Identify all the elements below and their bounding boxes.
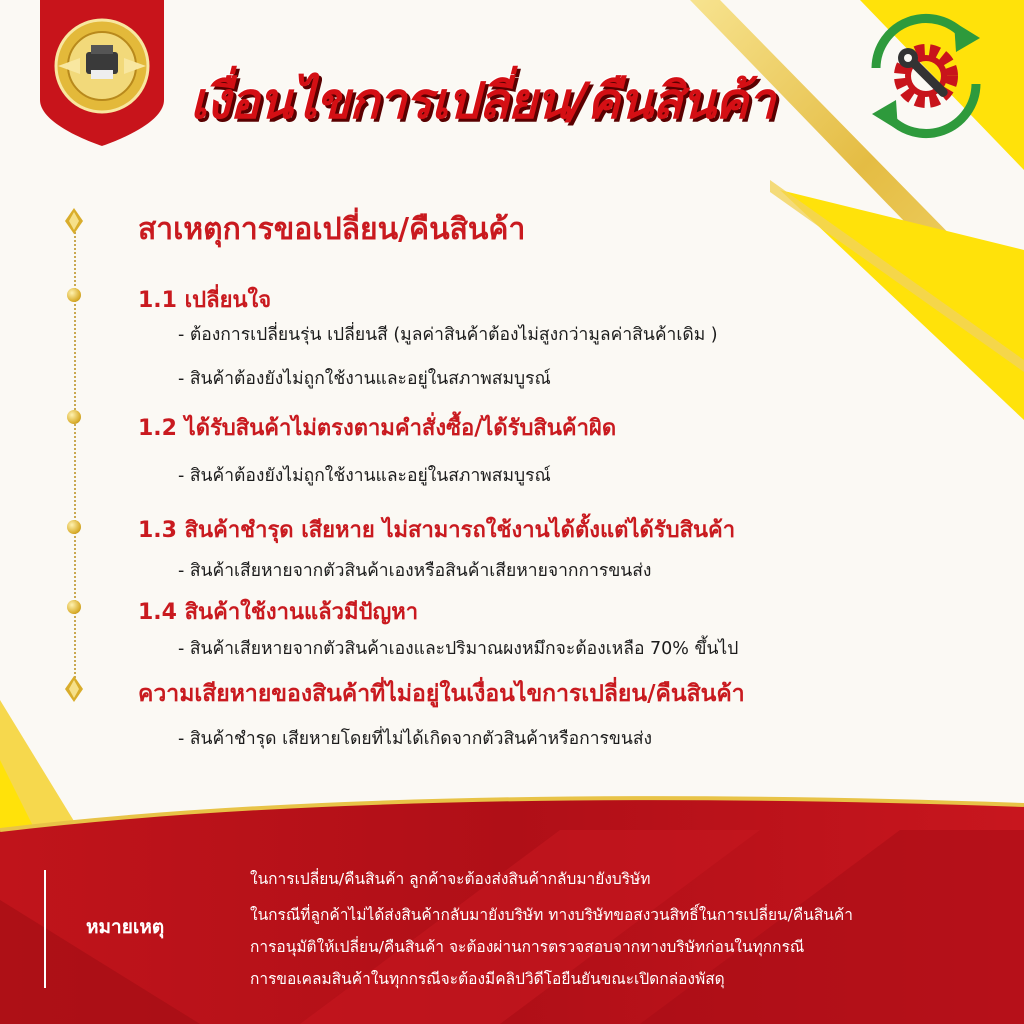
item-title: 1.4 สินค้าใช้งานแล้วมีปัญหา [138,600,419,625]
bullet-dot-icon [67,520,81,534]
item-title: 1.1 เปลี่ยนใจ [138,288,272,313]
note-line: ในการเปลี่ยน/คืนสินค้า ลูกค้าจะต้องส่งสินค้ากลับมายังบริษัท [250,870,651,888]
note-line: การขอเคลมสินค้าในทุกกรณีจะต้องมีคลิปวิดีโอยืนยันขณะเปิดกล่องพัสดุ [250,970,725,988]
exception-bullet: - สินค้าชำรุด เสียหายโดยที่ไม่ได้เกิดจากตัวสินค้าหรือการขนส่ง [178,729,653,749]
diamond-marker-icon [65,208,83,234]
note-line: ในกรณีที่ลูกค้าไม่ได้ส่งสินค้ากลับมายังบริษัท ทางบริษัทขอสงวนสิทธิ์ในการเปลี่ยน/คืนสินค้า [250,906,853,924]
note-line: การอนุมัติให้เปลี่ยน/คืนสินค้า จะต้องผ่านการตรวจสอบจากทางบริษัทก่อนในทุกกรณี [250,938,805,956]
company-logo [40,0,164,146]
exception-title: ความเสียหายของสินค้าที่ไม่อยู่ในเงื่อนไขการเปลี่ยน/คืนสินค้า [138,681,745,707]
item-bullet: - สินค้าเสียหายจากตัวสินค้าเองหรือสินค้าเสียหายจากการขนส่ง [178,561,652,581]
section-title: สาเหตุการขอเปลี่ยน/คืนสินค้า [138,212,526,247]
item-bullet: - สินค้าเสียหายจากตัวสินค้าเองและปริมาณผงหมึกจะต้องเหลือ 70% ขึ้นไป [178,639,739,659]
item-bullet: - สินค้าต้องยังไม่ถูกใช้งานและอยู่ในสภาพสมบูรณ์ [178,369,551,389]
item-bullet: - สินค้าต้องยังไม่ถูกใช้งานและอยู่ในสภาพสมบูรณ์ [178,466,551,486]
bullet-dot-icon [67,288,81,302]
item-title: 1.2 ได้รับสินค้าไม่ตรงตามคำสั่งซื้อ/ได้รับสินค้าผิด [138,416,617,441]
item-bullet: - ต้องการเปลี่ยนรุ่น เปลี่ยนสี (มูลค่าสินค้าต้องไม่สูงกว่ามูลค่าสินค้าเดิม ) [178,325,718,345]
diamond-marker-icon [65,676,83,702]
page-title: เงื่อนไขการเปลี่ยน/คืนสินค้า [190,72,775,130]
bullet-dot-icon [67,410,81,424]
item-title: 1.3 สินค้าชำรุด เสียหาย ไม่สามารถใช้งานได้ตั้งแต่ได้รับสินค้า [138,518,736,543]
gear-wrench-refresh-icon [856,6,996,146]
bullet-dot-icon [67,600,81,614]
note-divider [44,870,46,988]
note-label: หมายเหตุ [86,916,165,938]
